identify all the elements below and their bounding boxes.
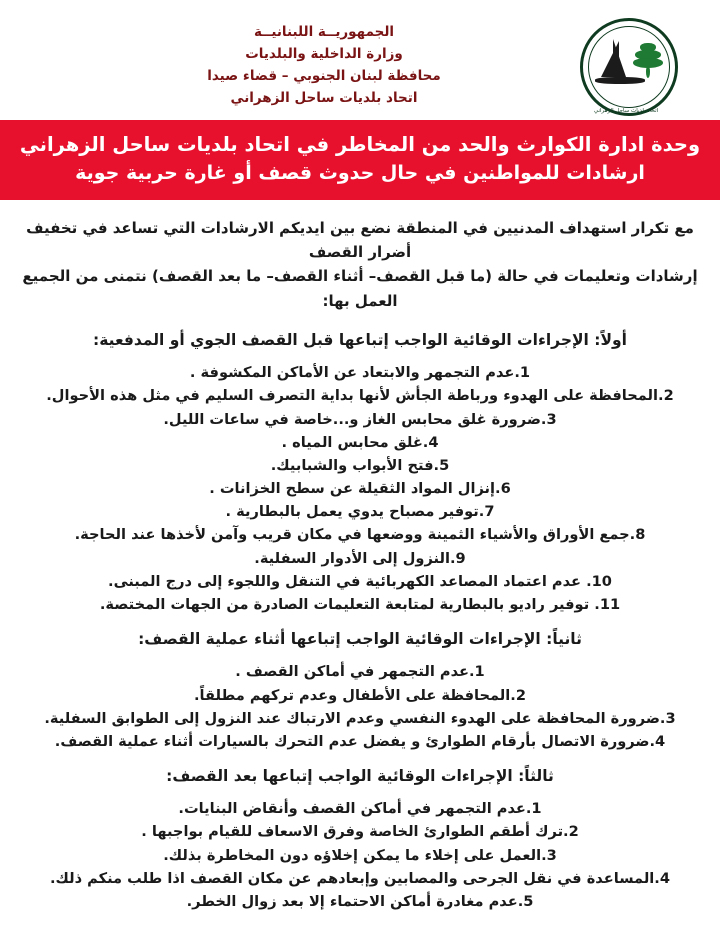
section-list-before — [22, 362, 698, 616]
list-item: 5.فتح الأبواب والشبابيك. — [270, 456, 450, 474]
section-list-after — [22, 798, 698, 913]
list-item: 3.ضرورة المحافظة على الهدوء النفسي وعدم الارتباك عند النزول إلى الطوابق السفلية. — [44, 709, 676, 727]
list-item: 4.غلق محابس المياه . — [281, 433, 439, 451]
header-line-2: وزارة الداخلية والبلديات — [245, 45, 403, 62]
list-item: 11. توفير راديو بالبطارية لمتابعة التعليمات الصادرة من الجهات المختصة. — [99, 595, 621, 613]
banner-title: وحدة ادارة الكوارث والحد من المخاطر في اتحاد بلديات ساحل الزهراني — [19, 133, 701, 156]
list-item: 2.المحافظة على الهدوء ورباطة الجأش لأنها بداية التصرف السليم في مثل هذه الأحوال. — [46, 387, 674, 405]
list-item: 1.عدم التجمهر والابتعاد عن الأماكن المكشوفة . — [189, 364, 531, 382]
intro-paragraph — [22, 216, 698, 313]
list-item: 2.ترك أطقم الطوارئ الخاصة وفرق الاسعاف للقيام بواجبها . — [141, 823, 579, 841]
red-banner — [0, 120, 720, 200]
list-item: 3.العمل على إخلاء ما يمكن إخلاؤه دون المخاطرة بذلك. — [163, 846, 557, 864]
sailboat-secondary-sail-icon — [613, 39, 626, 77]
list-item: 4.المساعدة في نقل الجرحى والمصابين وإبعادهم عن مكان القصف اذا طلب منكم ذلك. — [49, 869, 671, 887]
banner-subtitle: ارشادات للمواطنين في حال حدوث قصف أو غارة حربية جوية — [75, 162, 645, 185]
list-item: 9.النزول إلى الأدوار السفلية. — [254, 549, 466, 567]
section-title-after: ثالثاً: الإجراءات الوقائية الواجب إتباعها بعد القصف: — [166, 767, 554, 786]
section-title-during: ثانياً: الإجراءات الوقائية الواجب إتباعها أثناء عملية القصف: — [138, 630, 582, 649]
list-item: 5.عدم مغادرة أماكن الاحتماء إلا بعد زوال الخطر. — [186, 892, 534, 910]
list-item: 1.عدم التجمهر في أماكن القصف . — [235, 663, 485, 681]
header-line-3: محافظة لبنان الجنوبي – قضاء صيدا — [207, 67, 441, 84]
section-list-during — [22, 661, 698, 753]
header-authority-text — [34, 16, 574, 109]
header-line-1: الجمهوريــة اللبنانيــة — [253, 24, 395, 40]
list-item: 1.عدم التجمهر في أماكن القصف وأنقاض البنايات. — [178, 800, 542, 818]
list-item: 3.ضرورة غلق محابس الغاز و...خاصة في ساعات الليل. — [163, 410, 557, 428]
union-logo — [574, 16, 686, 116]
intro-line-1: مع تكرار استهداف المدنيين في المنطقة نضع بين ايديكم الارشادات التي تساعد في تخفيف أضرار القصف — [26, 218, 694, 262]
header-line-4: اتحاد بلديات ساحل الزهراني — [230, 89, 418, 106]
list-item: 7.توفير مصباح يدوي يعمل بالبطارية . — [225, 503, 495, 521]
list-item: 6.إنزال المواد الثقيلة عن سطح الخزانات . — [209, 480, 511, 498]
intro-line-2: إرشادات وتعليمات في حالة (ما قبل القصف– أثناء القصف– ما بعد القصف) نتمنى من الجميع العمل بها: — [22, 267, 698, 310]
section-title-before: أولاً: الإجراءات الوقائية الواجب إتباعها قبل القصف الجوي أو المدفعية: — [93, 330, 627, 349]
logo-caption: اتحاد بلديات ساحل الزهراني — [593, 108, 659, 114]
list-item: 8.جمع الأوراق والأشياء الثمينة ووضعها في مكان قريب وآمن لأخذها عند الحاجة. — [74, 526, 646, 544]
cedar-tree-icon — [633, 43, 663, 79]
list-item: 2.المحافظة على الأطفال وعدم تركهم مطلقاً. — [194, 686, 526, 704]
list-item: 10. عدم اعتماد المصاعد الكهربائية في التنقل واللجوء إلى درج المبنى. — [108, 572, 612, 590]
document-body — [0, 200, 720, 937]
logo-circle-icon — [580, 18, 678, 116]
list-item: 4.ضرورة الاتصال بأرقام الطوارئ و يفضل عدم التحرك بالسيارات أثناء عملية القصف. — [54, 732, 666, 750]
document-header — [0, 0, 720, 120]
